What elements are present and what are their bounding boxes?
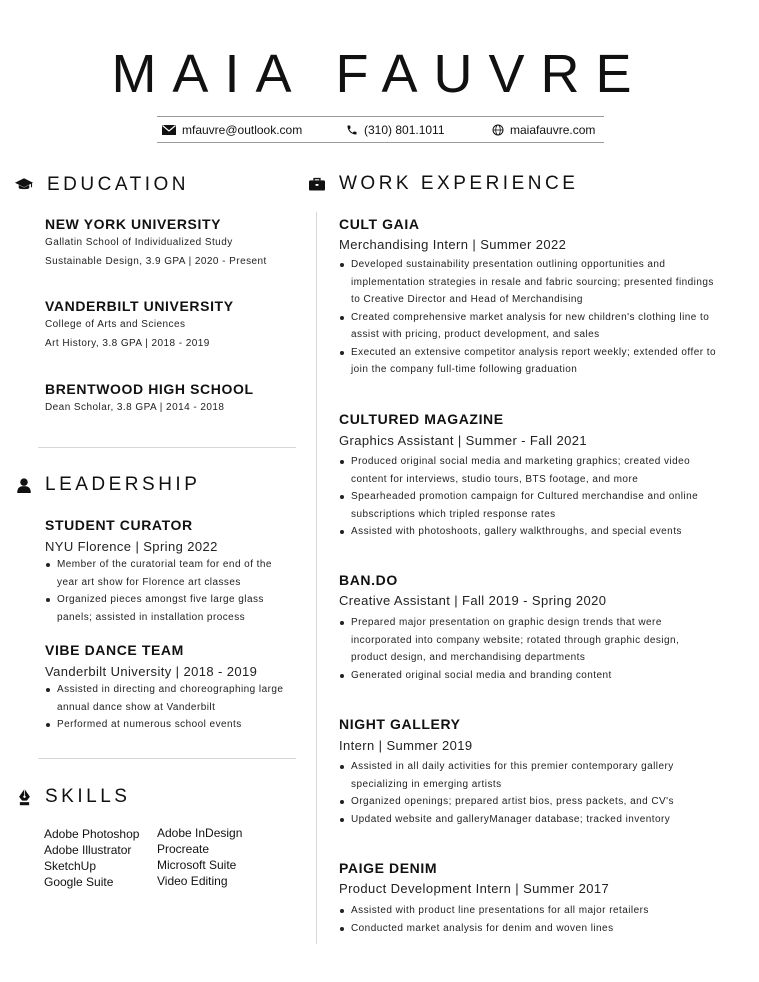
lead-bullets-1: [45, 556, 307, 626]
bullet: Developed sustainability presentation outlining opportunities and implementation strategies in resale and fabric sourcing; presented findings to Creative Director and Head of Merchandising: [339, 256, 749, 309]
work-role-1: Merchandising Intern | Summer 2022: [339, 237, 567, 252]
phone-icon: [346, 124, 358, 136]
phone-text: (310) 801.1011: [364, 123, 445, 137]
skills-col-2: [157, 825, 242, 889]
education-heading: [15, 173, 189, 197]
bullet: Member of the curatorial team for end of the year art show for Florence art classes: [45, 556, 307, 591]
edu-school-1: NEW YORK UNIVERSITY: [45, 216, 222, 232]
skill-item: Adobe Photoshop: [44, 827, 140, 841]
work-bullets-1: [339, 256, 749, 379]
pen-nib-icon: [18, 789, 31, 806]
header-divider-bottom: [157, 142, 604, 143]
header-divider-top: [157, 116, 604, 117]
website-text: maiafauvre.com: [510, 123, 596, 137]
bullet: Assisted with photoshoots, gallery walkthroughs, and special events: [339, 523, 749, 541]
work-company-4: NIGHT GALLERY: [339, 716, 461, 732]
edu-detail-3a: Dean Scholar, 3.8 GPA | 2014 - 2018: [45, 402, 225, 413]
lead-title-2: VIBE DANCE TEAM: [45, 642, 184, 658]
envelope-icon: [162, 125, 176, 135]
edu-detail-2b: Art History, 3.8 GPA | 2018 - 2019: [45, 338, 210, 349]
work-bullets-3: [339, 614, 749, 684]
bullet: Assisted in all daily activities for this premier contemporary gallery specializing in emerging artists: [339, 758, 749, 793]
lead-role-1: NYU Florence | Spring 2022: [45, 539, 218, 554]
edu-school-2: VANDERBILT UNIVERSITY: [45, 298, 234, 314]
leadership-title: LEADERSHIP: [45, 474, 201, 495]
work-bullets-5: [339, 902, 749, 937]
contact-email[interactable]: [162, 122, 302, 138]
graduation-cap-icon: [15, 178, 33, 192]
work-company-5: PAIGE DENIM: [339, 860, 438, 876]
work-bullets-2: [339, 453, 749, 541]
skill-item: Microsoft Suite: [157, 858, 237, 872]
bullet: Spearheaded promotion campaign for Cultured merchandise and online subscriptions which tripled response rates: [339, 488, 749, 523]
bullet: Prepared major presentation on graphic design trends that were incorporated into company website; rotated through graphic design, product design, and merchandising departments: [339, 614, 749, 667]
edu-detail-1a: Gallatin School of Individualized Study: [45, 237, 233, 248]
section-divider-education: [38, 447, 296, 448]
globe-icon: [492, 124, 504, 136]
email-text: mfauvre@outlook.com: [182, 123, 303, 137]
skill-item: SketchUp: [44, 859, 97, 873]
resume-name: MAIA FAUVRE: [111, 44, 648, 104]
bullet: Created comprehensive market analysis for new children's clothing line to assist with pricing, product development, and sales: [339, 309, 749, 344]
education-title: EDUCATION: [47, 174, 189, 195]
skill-item: Procreate: [157, 842, 210, 856]
section-divider-leadership: [38, 758, 296, 759]
skill-item: Video Editing: [157, 874, 228, 888]
skills-col-1: [44, 826, 139, 890]
leadership-heading: [17, 473, 200, 497]
work-bullets-4: [339, 758, 749, 828]
edu-school-3: BRENTWOOD HIGH SCHOOL: [45, 381, 254, 397]
work-company-1: CULT GAIA: [339, 216, 420, 232]
column-divider: [316, 212, 317, 944]
work-role-3: Creative Assistant | Fall 2019 - Spring 2020: [339, 593, 607, 608]
skill-item: Google Suite: [44, 875, 114, 889]
edu-detail-2a: College of Arts and Sciences: [45, 319, 186, 330]
edu-detail-1b: Sustainable Design, 3.9 GPA | 2020 - Present: [45, 256, 267, 267]
contact-phone[interactable]: [346, 122, 445, 138]
bullet: Produced original social media and marketing graphics; created video content for interviews, studio tours, BTS footage, and more: [339, 453, 749, 488]
bullet: Organized pieces amongst five large glass panels; assisted in installation process: [45, 591, 307, 626]
bullet: Executed an extensive competitor analysis report weekly; extended offer to join the company full-time following graduation: [339, 344, 749, 379]
bullet: Performed at numerous school events: [45, 716, 307, 734]
skill-item: Adobe Illustrator: [44, 843, 132, 857]
contact-website[interactable]: [492, 122, 595, 138]
skill-item: Adobe InDesign: [157, 826, 243, 840]
bullet: Updated website and galleryManager database; tracked inventory: [339, 811, 749, 829]
skills-heading: [18, 785, 130, 809]
bullet: Organized openings; prepared artist bios, press packets, and CV's: [339, 793, 749, 811]
skills-title: SKILLS: [45, 786, 131, 807]
work-company-2: CULTURED MAGAZINE: [339, 411, 504, 427]
person-icon: [17, 478, 31, 493]
lead-role-2: Vanderbilt University | 2018 - 2019: [45, 664, 258, 679]
work-heading: [309, 172, 578, 196]
work-title: WORK EXPERIENCE: [339, 173, 579, 194]
bullet: Assisted with product line presentations for all major retailers: [339, 902, 749, 920]
bullet: Conducted market analysis for denim and woven lines: [339, 920, 749, 938]
work-role-2: Graphics Assistant | Summer - Fall 2021: [339, 433, 588, 448]
work-role-4: Intern | Summer 2019: [339, 738, 473, 753]
bullet: Generated original social media and branding content: [339, 667, 749, 685]
lead-bullets-2: [45, 681, 307, 734]
briefcase-icon: [309, 177, 325, 191]
lead-title-1: STUDENT CURATOR: [45, 517, 193, 533]
work-company-3: BAN.DO: [339, 572, 398, 588]
work-role-5: Product Development Intern | Summer 2017: [339, 881, 610, 896]
bullet: Assisted in directing and choreographing large annual dance show at Vanderbilt: [45, 681, 307, 716]
